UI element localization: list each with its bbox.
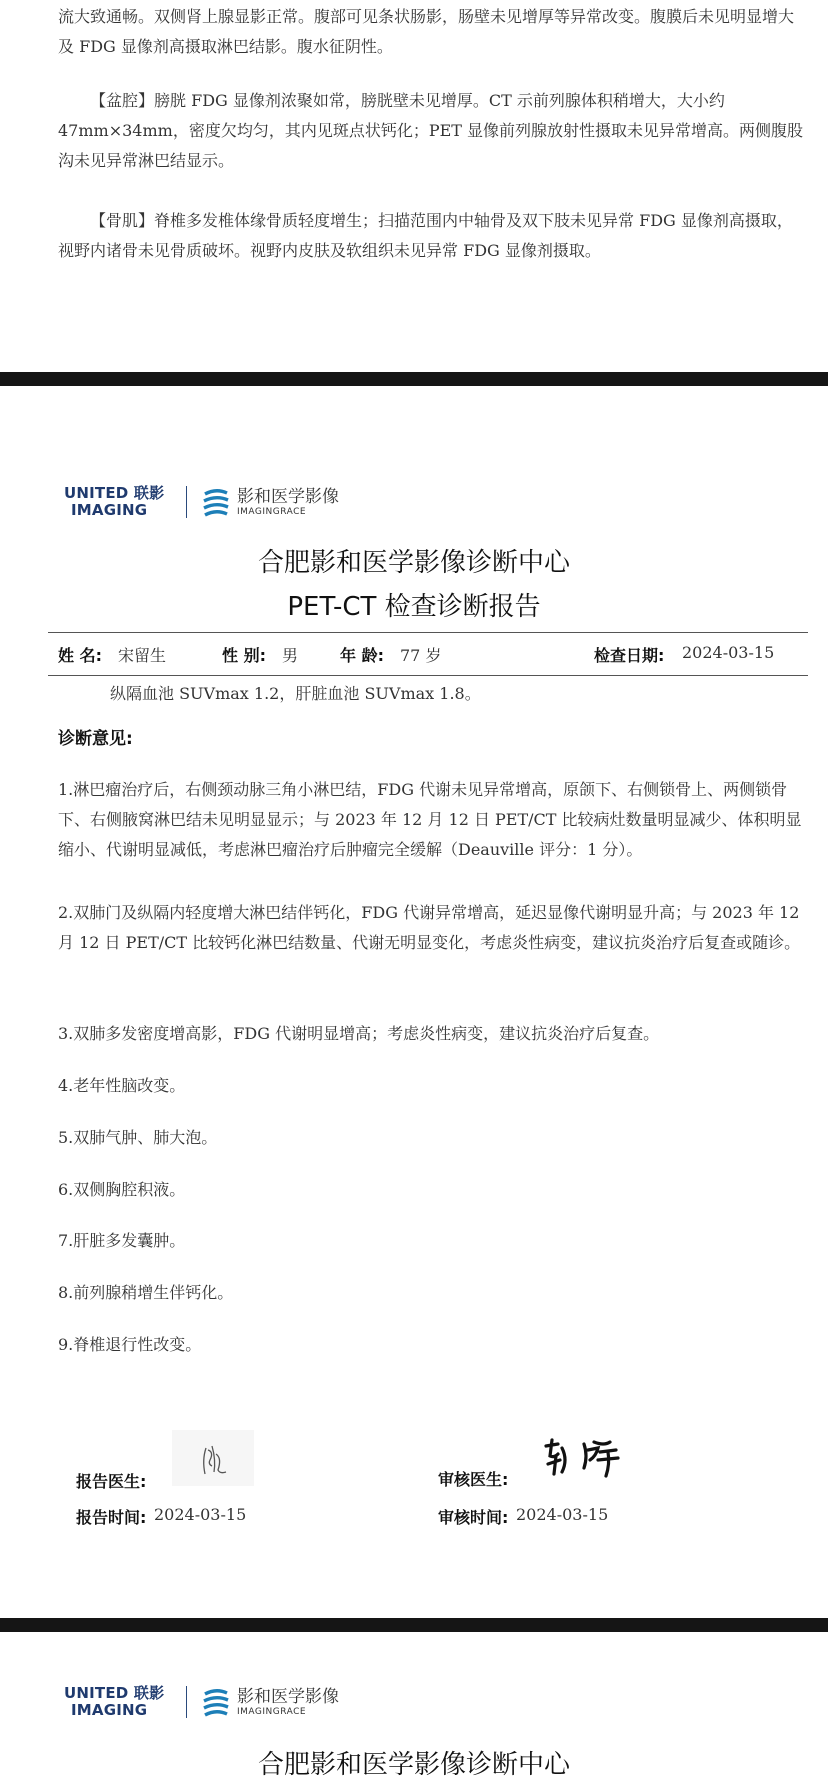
header-logos <box>64 482 339 522</box>
diagnosis-item: 7.肝脏多发囊肿。 <box>58 1231 186 1250</box>
diagnosis-item: 5.双肺气肿、肺大泡。 <box>58 1128 218 1147</box>
age-label: 年 龄: <box>340 646 384 665</box>
review-time-label: 审核时间: <box>438 1508 509 1527</box>
name-value: 宋留生 <box>118 646 167 665</box>
diagnosis-item: 3.双肺多发密度增高影，FDG 代谢明显增高；考虑炎性病变，建议抗炎治疗后复查。 <box>58 1024 660 1043</box>
sex-label: 性 别: <box>222 646 266 665</box>
imagingrace-logo-icon <box>201 1686 231 1718</box>
page-2 <box>0 386 828 1618</box>
logo-divider <box>186 486 187 518</box>
pelvis-paragraph: 【盆腔】膀胱 FDG 显像剂浓聚如常，膀胱壁未见增厚。CT 示前列腺体积稍增大，大小约 47mm×34mm，密度欠均匀，其内见斑点状钙化；PET 显像前列腺放射性摄取未见异常增高。两侧腹股沟未见异常淋巴结显示。 <box>58 91 804 170</box>
reviewing-doctor-signature <box>540 1434 626 1480</box>
report-time-label: 报告时间: <box>76 1508 147 1527</box>
abdomen-paragraph-end: 流大致通畅。双侧肾上腺显影正常。腹部可见条状肠影，肠壁未见增厚等异常改变。腹膜后未见明显增大及 FDG 显像剂高摄取淋巴结影。腹水征阴性。 <box>58 7 795 56</box>
report-title: PET-CT 检查诊断报告 <box>287 592 541 622</box>
imagingrace-logo-text: 影和医学影像 IMAGINGRACE <box>237 1687 339 1717</box>
page-3-head <box>0 1632 828 1792</box>
center-name: 合肥影和医学影像诊断中心 <box>257 548 570 578</box>
imagingrace-logo-text: 影和医学影像 IMAGINGRACE <box>237 487 339 517</box>
diagnosis-item: 9.脊椎退行性改变。 <box>58 1335 202 1354</box>
imagingrace-logo-icon <box>201 486 231 518</box>
logo-divider <box>186 1686 187 1718</box>
name-label: 姓 名: <box>58 646 102 665</box>
exam-date-label: 检查日期: <box>594 646 665 665</box>
suv-line: 纵隔血池 SUVmax 1.2，肝脏血池 SUVmax 1.8。 <box>110 684 481 703</box>
reviewing-doctor-label: 审核医生: <box>438 1470 509 1489</box>
page-1-tail <box>0 0 828 372</box>
united-imaging-logo: UNITED 联影 IMAGING <box>64 1684 165 1719</box>
page-separator <box>0 1618 828 1632</box>
diagnosis-item: 2.双肺门及纵隔内轻度增大淋巴结伴钙化，FDG 代谢异常增高，延迟显像代谢明显升高；与 2023 年 12 月 12 日 PET/CT 比较钙化淋巴结数量、代谢无明显变化，考虑炎性病变，建议抗炎治疗后复查或随诊。 <box>58 903 801 952</box>
bone-muscle-paragraph: 【骨肌】脊椎多发椎体缘骨质轻度增生；扫描范围内中轴骨及双下肢未见异常 FDG 显像剂高摄取，视野内诸骨未见骨质破坏。视野内皮肤及软组织未见异常 FDG 显像剂摄取。 <box>58 211 793 260</box>
diagnosis-item: 4.老年性脑改变。 <box>58 1076 186 1095</box>
diagnosis-item: 6.双侧胸腔积液。 <box>58 1180 186 1199</box>
center-name: 合肥影和医学影像诊断中心 <box>257 1750 570 1780</box>
reporting-doctor-signature <box>172 1430 254 1486</box>
exam-date-value: 2024-03-15 <box>682 643 775 662</box>
patient-info-row <box>48 632 808 676</box>
reporting-doctor-label: 报告医生: <box>76 1472 147 1491</box>
united-imaging-logo: UNITED 联影 IMAGING <box>64 484 165 519</box>
header-logos <box>64 1682 339 1722</box>
report-time-value: 2024-03-15 <box>154 1505 247 1524</box>
age-value: 77 岁 <box>400 646 442 665</box>
page-separator <box>0 372 828 386</box>
sex-value: 男 <box>282 646 299 665</box>
diagnosis-item: 8.前列腺稍增生伴钙化。 <box>58 1283 234 1302</box>
diagnosis-item: 1.淋巴瘤治疗后，右侧颈动脉三角小淋巴结，FDG 代谢未见异常增高，原颌下、右侧锁骨上、两侧锁骨下、右侧腋窝淋巴结未见明显显示；与 2023 年 12 月 12 日 PET/CT 比较病灶数量明显减少、体积明显缩小、代谢明显减低，考虑淋巴瘤治疗后肿瘤完全缓解（Deauville 评分：1 分）。 <box>58 780 802 859</box>
review-time-value: 2024-03-15 <box>516 1505 609 1524</box>
diagnosis-title: 诊断意见: <box>58 729 133 749</box>
